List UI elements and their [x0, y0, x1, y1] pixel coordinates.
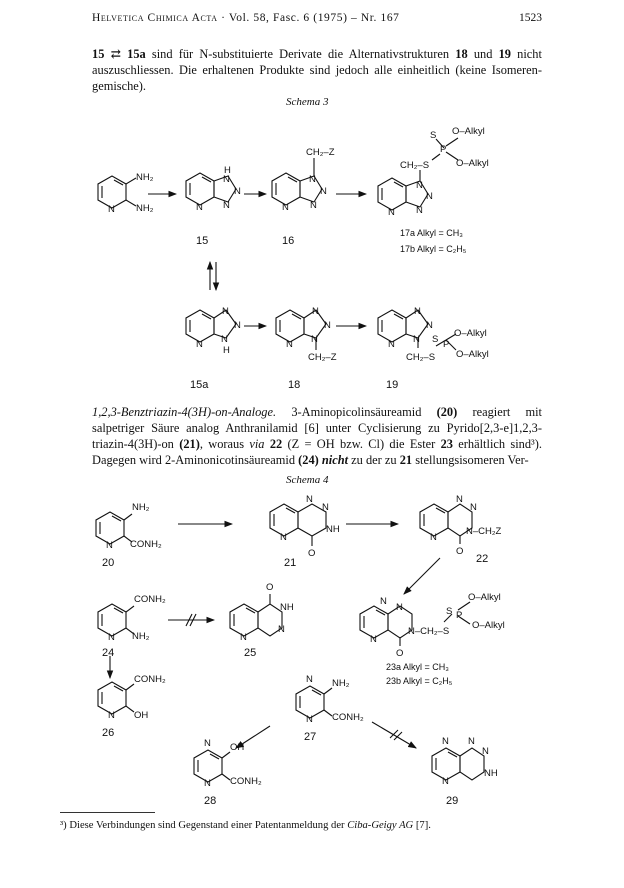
atom-label: N: [396, 602, 403, 613]
text-run: stellungsisomeren Ver-: [415, 453, 529, 467]
text-run: und: [473, 47, 493, 61]
atom-label: O: [266, 582, 274, 593]
atom-label: N–CH₂–S: [408, 626, 450, 637]
atom-label: N: [222, 306, 229, 317]
structure-21: [270, 504, 326, 546]
atom-label: N: [310, 200, 317, 211]
compound-label: 16: [282, 235, 295, 247]
atom-label: O–Alkyl: [456, 158, 489, 169]
atom-label: P: [456, 610, 463, 621]
atom-label: NH₂: [132, 631, 150, 642]
atom-label: N: [442, 736, 449, 747]
text-emphasis: nicht: [321, 453, 349, 467]
compound-label: 29: [446, 795, 459, 807]
atom-label: N: [306, 714, 313, 725]
substituent-note: 23b Alkyl = C₂H₅: [386, 676, 453, 686]
text-run: erhältlich sind³). Dagegen wird 2-Aminonicotinsäureamid: [92, 437, 542, 467]
substituent-note: 17a Alkyl = CH₃: [400, 228, 463, 238]
text-emphasis: via: [249, 437, 265, 451]
text-run: reagiert mit salpetriger Säure analog Anthranilamid [6] unter Cyclisierung zu Pyrido[2,3-e]1,2,3-triazin-4(3H)-on: [92, 405, 542, 451]
compound-label: 24: [102, 647, 115, 659]
atom-label: N: [223, 174, 230, 185]
compound-label: 28: [204, 795, 217, 807]
compound-ref: 19: [498, 47, 511, 61]
atom-label: N: [204, 778, 211, 789]
text-run: , woraus: [199, 437, 245, 451]
compound-ref: 21: [399, 453, 413, 467]
atom-label: N: [234, 320, 241, 331]
atom-label: NH: [280, 602, 294, 613]
atom-label: N: [456, 494, 463, 505]
atom-label: N: [240, 632, 247, 643]
atom-label: N: [223, 200, 230, 211]
atom-label: NH₂: [136, 203, 154, 214]
atom-label: H: [223, 345, 230, 356]
compound-label: 15: [196, 235, 209, 247]
atom-label: O: [456, 546, 464, 557]
journal-header: [92, 12, 400, 24]
footnote-company: Ciba-Geigy AG: [347, 820, 414, 831]
atom-label: O: [308, 548, 316, 559]
compound-label: 18: [288, 379, 301, 391]
atom-label: N: [388, 339, 395, 350]
atom-label: N: [320, 186, 327, 197]
substituent-note: 23a Alkyl = CH₃: [386, 662, 449, 672]
atom-label: N: [312, 306, 319, 317]
atom-label: N: [311, 334, 318, 345]
atom-label: CONH₂: [332, 712, 364, 723]
atom-label: N: [416, 180, 423, 191]
paragraph-benztriazinone: [92, 404, 542, 468]
atom-label: N: [306, 494, 313, 505]
compound-label: 25: [244, 647, 257, 659]
atom-label: S: [446, 606, 453, 617]
atom-label: NH₂: [132, 502, 150, 513]
footnote: [60, 820, 431, 831]
footnote-ref: [7].: [415, 820, 431, 831]
atom-label: P: [440, 144, 447, 155]
atom-label: NH₂: [332, 678, 350, 689]
compound-ref: (24): [298, 453, 319, 467]
atom-label: CONH₂: [134, 594, 166, 605]
atom-label: CONH₂: [130, 539, 162, 550]
reaction-arrow: [404, 558, 440, 594]
scheme-3: [0, 110, 624, 400]
atom-label: H: [224, 165, 231, 176]
atom-label: N: [196, 202, 203, 213]
structure-27: [296, 686, 332, 718]
atom-label: N: [108, 204, 115, 215]
atom-label: N–CH₂Z: [466, 526, 502, 537]
atom-label: N: [204, 738, 211, 749]
journal-name: Helvetica Chimica Acta: [92, 12, 218, 24]
text-run: 3-Aminopicolinsäureamid: [291, 405, 422, 419]
atom-label: N: [468, 736, 475, 747]
atom-label: O–Alkyl: [468, 592, 501, 603]
atom-label: N: [196, 339, 203, 350]
atom-label: N: [416, 205, 423, 216]
atom-label: O–Alkyl: [456, 349, 489, 360]
compound-ref: 15a: [127, 47, 146, 61]
atom-label: N: [414, 306, 421, 317]
atom-label: CH₂–S: [400, 160, 430, 171]
compound-ref: (21): [179, 437, 200, 451]
atom-label: O–Alkyl: [454, 328, 487, 339]
compound-ref: 23: [440, 437, 453, 451]
atom-label: P: [443, 339, 450, 350]
structure-22: [420, 504, 472, 544]
structure-24: [98, 604, 134, 636]
structure-25: [230, 594, 282, 636]
atom-label: N: [306, 674, 313, 685]
atom-label: N: [234, 186, 241, 197]
atom-label: N: [282, 202, 289, 213]
text-run: (Z = OH bzw. Cl) die Ester: [287, 437, 436, 451]
atom-label: S: [432, 334, 439, 345]
atom-label: NH: [326, 524, 340, 535]
compound-label: 26: [102, 727, 115, 739]
compound-ref: 18: [455, 47, 468, 61]
atom-label: N: [430, 532, 437, 543]
atom-label: S: [430, 130, 437, 141]
atom-label: N: [380, 596, 387, 607]
atom-label: N: [322, 502, 329, 513]
scheme-4-title: Schema 4: [286, 474, 329, 486]
atom-label: O–Alkyl: [452, 126, 485, 137]
structure-diaminopyridine: [98, 176, 136, 208]
atom-label: OH: [230, 742, 245, 753]
structure-28: [194, 750, 230, 782]
section-title: 1,2,3-Benztriazin-4(3H)-on-Analoge.: [92, 405, 277, 419]
compound-label: 21: [284, 557, 297, 569]
atom-label: N: [426, 320, 433, 331]
compound-label: 19: [386, 379, 399, 391]
text-run: nicht auszuschliessen. Die erhaltenen Produkte sind jedoch alle einheitlich (keine Isomeren-gemische).: [92, 47, 542, 93]
atom-label: CH₂–S: [406, 352, 436, 363]
atom-label: N: [108, 710, 115, 721]
atom-label: N: [324, 320, 331, 331]
compound-label: 27: [304, 731, 317, 743]
atom-label: CONH₂: [230, 776, 262, 787]
structure-29: [432, 748, 484, 780]
atom-label: N: [442, 776, 449, 787]
issue-info: · Vol. 58, Fasc. 6 (1975) – Nr. 167: [221, 12, 400, 24]
atom-label: CH₂–Z: [308, 352, 337, 363]
scheme-3-title: Schema 3: [286, 96, 329, 108]
compound-ref: 22: [269, 437, 283, 451]
text-run: zu der zu: [351, 453, 397, 467]
atom-label: N: [106, 540, 113, 551]
equilibrium-arrow: ⇄: [110, 47, 121, 61]
text-run: sind für N-substituierte Derivate die Alternativstrukturen: [151, 47, 450, 61]
atom-label: N: [286, 339, 293, 350]
structure-26: [98, 682, 134, 714]
page-number: 1523: [519, 12, 542, 24]
atom-label: N: [482, 746, 489, 757]
atom-label: O: [396, 648, 404, 659]
atom-label: CONH₂: [134, 674, 166, 685]
footnote-text: Diese Verbindungen sind Gegenstand einer Patentanmeldung der: [69, 820, 345, 831]
atom-label: NH₂: [136, 172, 154, 183]
blocked-arrow: [372, 722, 416, 748]
scheme-4: [0, 486, 624, 810]
atom-label: CH₂–Z: [306, 147, 335, 158]
atom-label: N: [221, 334, 228, 345]
footnote-rule: [60, 812, 155, 813]
footnote-mark: ³): [60, 820, 67, 831]
structure-20: [96, 512, 132, 544]
atom-label: O–Alkyl: [472, 620, 505, 631]
atom-label: N: [370, 634, 377, 645]
atom-label: N: [388, 207, 395, 218]
atom-label: N: [413, 334, 420, 345]
atom-label: N: [278, 624, 285, 635]
atom-label: N: [108, 632, 115, 643]
compound-ref: (20): [436, 405, 458, 419]
paragraph-intro: [92, 46, 542, 94]
compound-label: 15a: [190, 379, 209, 391]
compound-label: 20: [102, 557, 115, 569]
atom-label: OH: [134, 710, 149, 721]
compound-ref: 15: [92, 47, 105, 61]
atom-label: N: [470, 502, 477, 513]
atom-label: N: [309, 174, 316, 185]
atom-label: N: [426, 191, 433, 202]
atom-label: NH: [484, 768, 498, 779]
atom-label: N: [280, 532, 287, 543]
compound-label: 22: [476, 553, 489, 565]
substituent-note: 17b Alkyl = C₂H₅: [400, 244, 467, 254]
